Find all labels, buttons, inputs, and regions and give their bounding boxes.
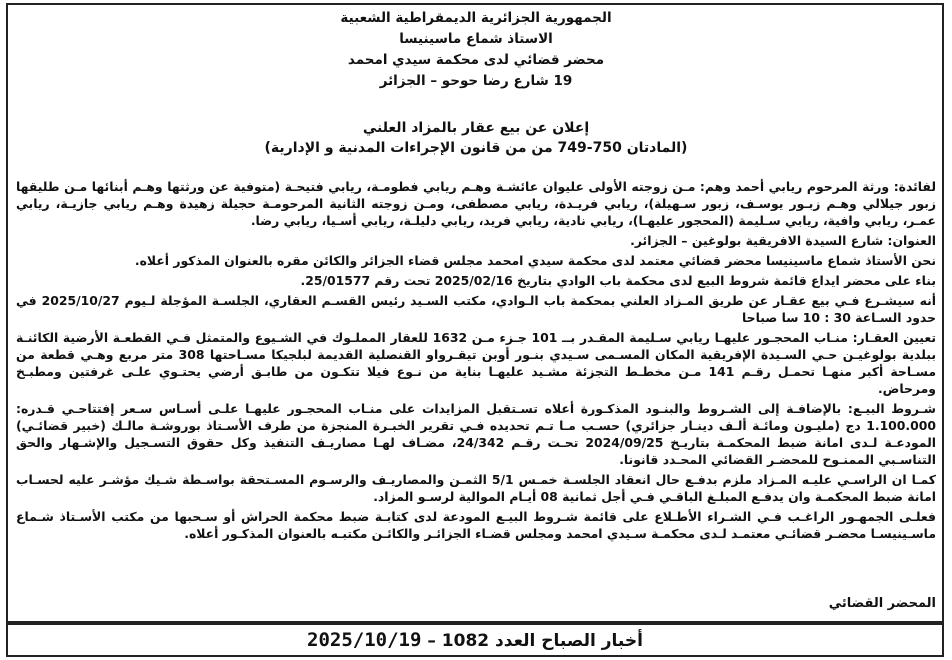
address-paragraph: العنوان: شارع السيدة الافريقية بولوغين – الجزائر.	[630, 233, 936, 248]
auction-date-paragraph: أنه سيشـرع فـي بيع عقـار عن طريق المـزاد العلني بمحكمة باب الـوادي، مكتب السـيد رئيس القسـم العقاري، الجلسـة المؤجلة لـيوم 2025/10/27 في حدود السـاعة 30 : 10 سا صباحا	[16, 293, 936, 325]
footer-date: 2025/10/19	[307, 629, 422, 651]
signature: المحضر القضائي	[828, 596, 936, 611]
filing-paragraph: بناء على محضر ايداع قائمة شروط البيع لدى محكمة باب الوادي بتاريخ 2025/02/16 تحت رقم 25/01577.	[300, 273, 936, 288]
notice-title	[0, 118, 952, 158]
public-notice-paragraph: فعلـى الجمهـور الراغـب فـي الشـراء الأطـلاع على قائمة شـروط البيـع المودعة لدى كتابـة ضبط محكمة الحراش أو سـحبها من مكتب الأسـتاذ شـماع ماسـينيسـا محضـر قضائـي معتمـد لـدى محكمـة سـيدي امحمد ومجلس قضـاء الجزائـر والكائـن مكتبـه بالعنوان المذكـور أعلاه.	[16, 509, 936, 541]
header-address-line: 19 شارع رضا حوحو – الجزائر	[379, 73, 573, 89]
property-paragraph: تعيين العقـار: منـاب المحجـور عليهـا ريابي سـليمة المقـدر بــ 101 جـزء مـن 1632 للعقار المملـوك في الشـيوع والمتمثل فـي القطعـة الأرضية الكائنـة ببلدية بولوغيـن حـي السـيدة الإفريقية المكان المسـمى سـيدي بنـور أوبن تيقـرواو القنصلية القديمة لبلجيكا مسـاحتها 308 متر مربع وهـي قطعة من مسـاحة أكبر منهـا تحمـل رقـم 141 مـن مخطـط التجزئة مشـيد عليهـا بناية من نـوع فيلا تتكـون من طابـق أرضي يحتـوي علـى غرفتين ومطبـخ ومرحاض.	[16, 330, 937, 396]
conditions-paragraph: شـروط البيـع: بالإضافـة إلى الشـروط والبنـود المذكـورة أعلاه تسـتقبل المزايدات على منـاب المحجـور عليهـا علـى أسـاس سـعر إفتتاحـي قـدره: 1.100.000 دج (مليـون ومائـة ألـف دينـار جزائري) حسـب مـا تـم تحديده فـي تقرير الخبـرة المنجزة من طرف الأسـتاذ بوروشـة مالـك (خبير قضائـي) المودعـة لـدى امانة ضبط المحكمـة بتاريـخ 2024/09/25 تحـت رقـم 24/342، مضـاف لهـا مصاريـف التنفيذ وكل حقوق التسـجيل والإشـهار والحق التناسـبي الممنـوح للمحضـر القضائي المحـدد قانونا.	[16, 401, 936, 467]
header-court-line: محضر قضائي لدى محكمة سيدي امحمد	[347, 52, 605, 68]
beneficiaries-paragraph: لفائدة: ورثة المرحوم ريابي أحمد وهم: مـن زوجته الأولى عليوان عائشـة وهـم ريابي فطومـة، ريابي فتيحـة (متوفية عن ورثتها وهـم أبنائها مـن طليقها زبور جيلالي وهـم زبـور يوسـف، زبور سـهيلة)، ريابي فريـدة، ريابي مصطفى، ومـن زوجته الثانية المرحومـة حجيلة زهيدة وهـم ريابي جازيـة، ريابي عمـر، ريابي وافية، ريابي سـليمة (المحجور عليهـا)، ريابي نادية، ريابي فريد، ريابي دليلـة، ريابي أسـيا، ريابي رضا.	[16, 179, 936, 228]
newspaper-footer	[6, 623, 944, 657]
footer-newspaper: أخبار الصباح العدد 1082 –	[427, 631, 643, 651]
title-main: إعلان عن بيع عقار بالمزاد العلني	[362, 120, 590, 136]
header-bailiff-name: الاستاذ شماع ماسينيسا	[399, 31, 553, 47]
payment-paragraph: كمـا ان الراسـي عليـه المـزاد ملزم بدفـع حال انعقاد الجلسـة خمـس 5/1 الثمـن والمصاريـف والرسـوم المسـتحقة بواسـطة شـيك مؤشـر عليه لحسـاب امانة ضبط المحكمـة وان يدفـع المبلـغ الباقـي فـي أجل ثمانية 08 أيـام الموالية لرسـو المزاد.	[16, 472, 936, 504]
bailiff-paragraph: نحن الأستاذ شماع ماسينيسا محضر قضائي معتمد لدى محكمة سيدي امحمد مجلس قضاء الجزائر والكائن مقره بالعنوان المذكور أعلاه.	[134, 253, 936, 268]
notice-body	[16, 178, 936, 545]
notice-header	[0, 8, 952, 92]
header-republic-line: الجمهورية الجزائرية الديمقراطية الشعبية	[340, 10, 612, 26]
title-sub: (المادتان 750-749 من من قانون الإجراءات المدنية و الإدارية)	[264, 140, 688, 156]
